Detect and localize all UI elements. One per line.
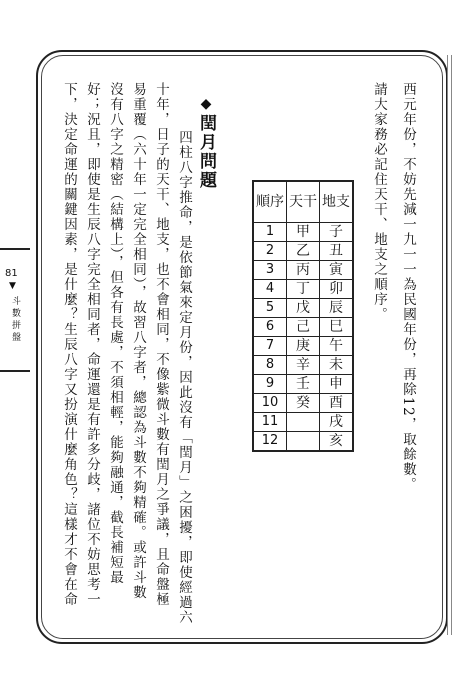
- table-row: [253, 432, 353, 452]
- stem-cell: 丙: [287, 261, 320, 280]
- body-line: 易重覆（六十年一定完全相同），故習八字者，總認為斗數不夠精確。或許斗數: [130, 82, 146, 601]
- stem-cell: 乙: [287, 242, 320, 261]
- branch-cell: 申: [320, 375, 354, 394]
- stem-cell: 甲: [287, 223, 320, 242]
- branch-cell: 酉: [320, 394, 354, 413]
- table-header-cell: 地支: [320, 181, 354, 223]
- intro-line: 請大家務必記住天干、地支之順序。: [371, 82, 387, 322]
- stem-cell: [287, 432, 320, 452]
- table-header-cell: 順序: [253, 181, 287, 223]
- body-line: 下，決定命運的關鍵因素，是什麼？生辰八字又扮演什麼角色？這樣才不會在命: [61, 82, 77, 607]
- stem-cell: 辛: [287, 356, 320, 375]
- table-row: [253, 394, 353, 413]
- stem-cell: 己: [287, 318, 320, 337]
- branch-cell: 丑: [320, 242, 354, 261]
- order-cell: 2: [253, 242, 287, 261]
- order-cell: 8: [253, 356, 287, 375]
- body-line: 沒有八字之精密（結構上），但各有長處，不須相輕，能夠融通，截長補短最: [107, 82, 123, 586]
- stem-cell: [287, 413, 320, 432]
- stem-cell: 庚: [287, 337, 320, 356]
- table-row: [253, 242, 353, 261]
- page-edge-line: [451, 55, 452, 635]
- branch-cell: 未: [320, 356, 354, 375]
- branch-cell: 辰: [320, 299, 354, 318]
- section-heading: [194, 96, 219, 190]
- body-line: 四柱八字推命，是依節氣來定月份，因此沒有「閏月」之困擾，即使經過六: [176, 130, 192, 625]
- table-row: [253, 318, 353, 337]
- branch-cell: 亥: [320, 432, 354, 452]
- page-edge-line: [447, 55, 448, 635]
- order-cell: 11: [253, 413, 287, 432]
- order-cell: 9: [253, 375, 287, 394]
- table-header-row: [253, 181, 353, 223]
- down-arrow-icon: ▼: [9, 281, 16, 291]
- branch-cell: 午: [320, 337, 354, 356]
- order-cell: 5: [253, 299, 287, 318]
- page-number: 81: [5, 268, 18, 279]
- branch-cell: 卯: [320, 280, 354, 299]
- stem-cell: 癸: [287, 394, 320, 413]
- stem-cell: 丁: [287, 280, 320, 299]
- branch-cell: 寅: [320, 261, 354, 280]
- table-row: [253, 413, 353, 432]
- intro-line: [400, 82, 416, 492]
- intro-line-part: 西元年份，不妨先減一九一一為民國年份，再除12，取餘數。: [400, 82, 416, 493]
- table-row: [253, 337, 353, 356]
- order-cell: 6: [253, 318, 287, 337]
- stem-cell: 壬: [287, 375, 320, 394]
- table-row: [253, 223, 353, 242]
- body-line: 好；況且，即使是生辰八字完全相同者，命運還是有許多分歧，諸位不妨思考一: [84, 82, 100, 607]
- table-row: [253, 375, 353, 394]
- book-title: 斗數拼盤: [10, 296, 20, 344]
- order-cell: 7: [253, 337, 287, 356]
- diamond-icon: ◆: [198, 96, 214, 114]
- ganzhi-table: [252, 180, 354, 452]
- order-cell: 3: [253, 261, 287, 280]
- table-row: [253, 356, 353, 375]
- stem-cell: 戊: [287, 299, 320, 318]
- branch-cell: 巳: [320, 318, 354, 337]
- table-header-cell: 天干: [287, 181, 320, 223]
- order-cell: 12: [253, 432, 287, 452]
- body-line: 十年，日子的天干、地支，也不會相同，不像紫微斗數有閏月之爭議，且命盤極: [153, 82, 169, 607]
- section-title: 閏月問題: [196, 114, 216, 190]
- table-row: [253, 261, 353, 280]
- table-row: [253, 299, 353, 318]
- order-cell: 1: [253, 223, 287, 242]
- table-row: [253, 280, 353, 299]
- branch-cell: 子: [320, 223, 354, 242]
- branch-cell: 戌: [320, 413, 354, 432]
- order-cell: 4: [253, 280, 287, 299]
- order-cell: 10: [253, 394, 287, 413]
